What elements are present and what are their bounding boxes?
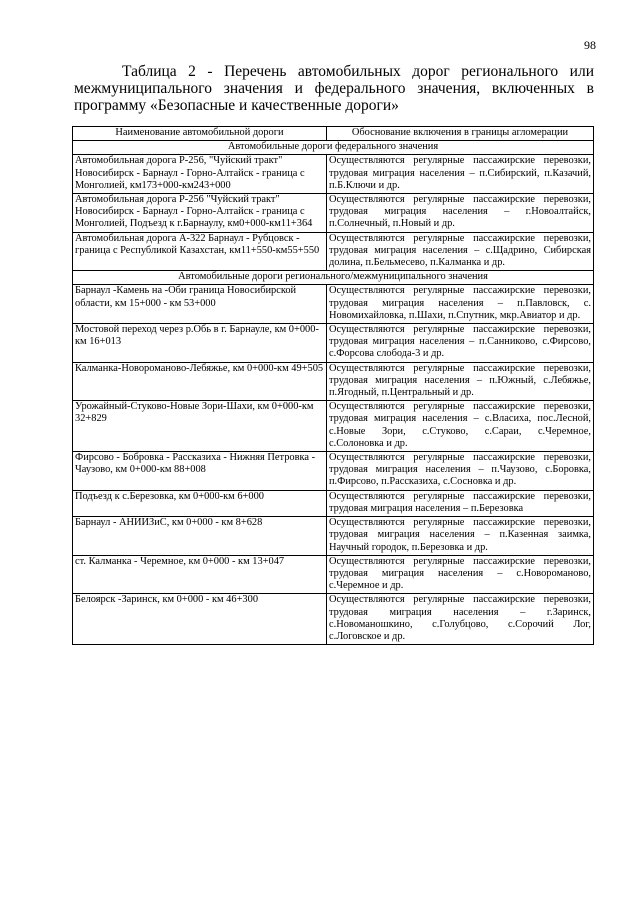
inclusion-basis: Осуществляются регулярные пассажирские перевозки, трудовая миграция населения – п.Южный, с.Лебяжье, п.Ягодный, п.Центральный и др. bbox=[327, 362, 594, 401]
road-name: Автомобильная дорога Р-256 "Чуйский тракт" Новосибирск - Барнаул - Горно-Алтайск - граница с Монголией, Подъезд к г.Барнаулу, км0+000-км11+364 bbox=[73, 194, 327, 233]
inclusion-basis: Осуществляются регулярные пассажирские перевозки, трудовая миграция населения – г.Заринск, с.Новоманошкино, с.Голубцово, с.Сорочий Лог, с.Логовское и др. bbox=[327, 594, 594, 645]
table-row bbox=[73, 517, 594, 556]
inclusion-basis: Осуществляются регулярные пассажирские перевозки, трудовая миграция населения – п.Чаузово, с.Боровка, п.Фирсово, п.Рассказиха, с.Сосновка и др. bbox=[327, 452, 594, 491]
table-header-row bbox=[73, 127, 594, 141]
inclusion-basis: Осуществляются регулярные пассажирские перевозки, трудовая миграция населения – с.Власиха, пос.Лесной, с.Новые Зори, с.Стуково, с.Сараи, с.Черемное, с.Солоновка и др. bbox=[327, 401, 594, 452]
section-row bbox=[73, 271, 594, 285]
table-row bbox=[73, 490, 594, 516]
inclusion-basis: Осуществляются регулярные пассажирские перевозки, трудовая миграция населения – п.Павловск, с. Новомихайловка, п.Шахи, п.Спутник, мкр.Авиатор и др. bbox=[327, 285, 594, 324]
table-row bbox=[73, 452, 594, 491]
table-row bbox=[73, 401, 594, 452]
road-name: Барнаул - АНИИЗиС, км 0+000 - км 8+628 bbox=[73, 517, 327, 556]
inclusion-basis: Осуществляются регулярные пассажирские перевозки, трудовая миграция населения – с.Новороманово, с.Черемное и др. bbox=[327, 555, 594, 594]
road-name: Подъезд к с.Березовка, км 0+000-км 6+000 bbox=[73, 490, 327, 516]
table-row bbox=[73, 324, 594, 363]
inclusion-basis: Осуществляются регулярные пассажирские перевозки, трудовая миграция населения – с.Щадрино, Сибирская долина, п.Бельмесево, п.Калманка и др. bbox=[327, 232, 594, 271]
table-row bbox=[73, 555, 594, 594]
table-row bbox=[73, 594, 594, 645]
road-name: Мостовой переход через р.Обь в г. Барнауле, км 0+000-км 16+013 bbox=[73, 324, 327, 363]
section-title-regional: Автомобильные дороги регионального/межмуниципального значения bbox=[73, 271, 594, 285]
table-row bbox=[73, 155, 594, 194]
table-caption: Таблица 2 - Перечень автомобильных дорог регионального или межмуниципального значения и федерального значения, включенных в программу «Безопасные и качественные дороги» bbox=[74, 63, 594, 114]
inclusion-basis: Осуществляются регулярные пассажирские перевозки, трудовая миграция населения – п.Казенная заимка, Научный городок, п.Березовка и др. bbox=[327, 517, 594, 556]
road-name: ст. Калманка - Черемное, км 0+000 - км 13+047 bbox=[73, 555, 327, 594]
road-name: Белоярск -Заринск, км 0+000 - км 46+300 bbox=[73, 594, 327, 645]
table-row bbox=[73, 232, 594, 271]
header-road-name: Наименование автомобильной дороги bbox=[73, 127, 327, 141]
road-name: Барнаул -Камень на -Оби граница Новосибирской области, км 15+000 - км 53+000 bbox=[73, 285, 327, 324]
road-name: Автомобильная дорога Р-256, "Чуйский тракт" Новосибирск - Барнаул - Горно-Алтайск - граница с Монголией, км173+000-км243+000 bbox=[73, 155, 327, 194]
road-name: Урожайный-Стуково-Новые Зори-Шахи, км 0+000-км 32+829 bbox=[73, 401, 327, 452]
header-basis: Обоснование включения в границы агломерации bbox=[327, 127, 594, 141]
inclusion-basis: Осуществляются регулярные пассажирские перевозки, трудовая миграция населения – п.Сибирский, п.Казачий, п.Б.Ключи и др. bbox=[327, 155, 594, 194]
section-row bbox=[73, 141, 594, 155]
roads-table bbox=[72, 126, 594, 645]
table-row bbox=[73, 362, 594, 401]
table-row bbox=[73, 194, 594, 233]
table-row bbox=[73, 285, 594, 324]
page-number: 98 bbox=[584, 38, 596, 52]
section-title-federal: Автомобильные дороги федерального значения bbox=[73, 141, 594, 155]
inclusion-basis: Осуществляются регулярные пассажирские перевозки, трудовая миграция населения – г.Новоалтайск, п.Солнечный, п.Новый и др. bbox=[327, 194, 594, 233]
inclusion-basis: Осуществляются регулярные пассажирские перевозки, трудовая миграция населения – п.Санниково, с.Фирсово, с.Форсова слобода-3 и др. bbox=[327, 324, 594, 363]
road-name: Фирсово - Бобровка - Рассказиха - Нижняя Петровка - Чаузово, км 0+000-км 88+008 bbox=[73, 452, 327, 491]
road-name: Автомобильная дорога А-322 Барнаул - Рубцовск - граница с Республикой Казахстан, км11+550-км55+550 bbox=[73, 232, 327, 271]
road-name: Калманка-Новороманово-Лебяжье, км 0+000-км 49+505 bbox=[73, 362, 327, 401]
inclusion-basis: Осуществляются регулярные пассажирские перевозки, трудовая миграция населения – п.Березовка bbox=[327, 490, 594, 516]
